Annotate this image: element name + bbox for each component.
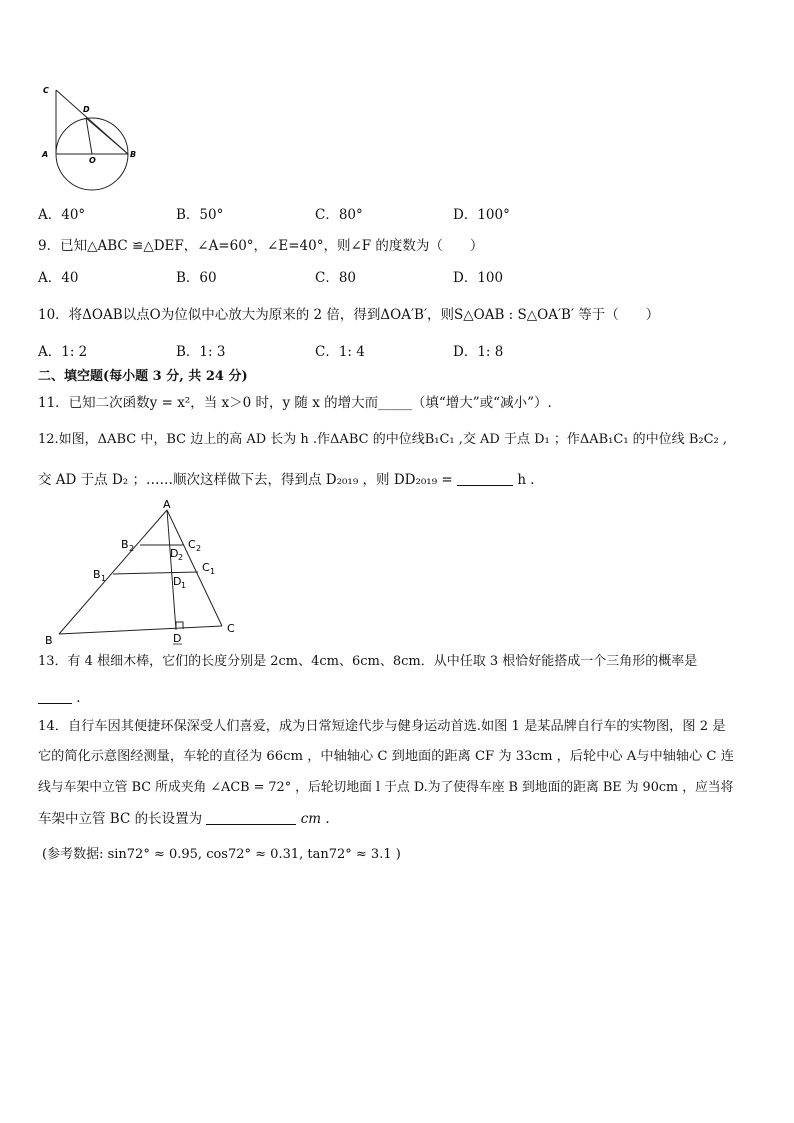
q9-option-b[interactable]: B．60 xyxy=(176,270,217,286)
q14-line-4-end: cm . xyxy=(300,811,330,827)
label-d2: D xyxy=(170,547,179,560)
label-c: C xyxy=(227,622,235,635)
label-b: B xyxy=(45,634,53,647)
segment-db xyxy=(86,118,128,154)
altitude-ad xyxy=(167,510,179,630)
q8-option-b[interactable]: B．50° xyxy=(176,207,224,223)
label-d: D xyxy=(173,632,182,645)
label-d: D xyxy=(83,105,90,114)
label-c1: C xyxy=(202,561,210,574)
q9-option-a[interactable]: A．40 xyxy=(38,270,79,286)
q8-option-c[interactable]: C．80° xyxy=(315,207,363,223)
q10-option-b[interactable]: B．1: 3 xyxy=(176,344,226,360)
label-d2-sub: 2 xyxy=(178,553,184,562)
label-c1-sub: 1 xyxy=(210,567,216,576)
q10-question: 10．将ΔOAB以点O为位似中心放大为原来的 2 倍，得到ΔOA′B′，则S△OAB : S△OA′B′ 等于（ ） xyxy=(38,307,660,323)
label-d1-sub: 1 xyxy=(181,581,187,590)
label-c2: C xyxy=(188,538,196,551)
q10-option-d[interactable]: D．1: 8 xyxy=(453,344,504,360)
label-a: A xyxy=(163,498,171,511)
q11-question: 11．已知二次函数y = x²，当 x＞0 时，y 随 x 的增大而_____（填“增大”或“减小”）. xyxy=(38,395,552,411)
q14-line-3: 线与车架中立管 BC 所成夹角 ∠ACB = 72° ，后轮切地面 l 于点 D.为了使得车座 B 到地面的距离 BE 为 90cm ，应当将 xyxy=(38,780,734,795)
label-a: A xyxy=(42,150,49,159)
q14-line-4 xyxy=(38,809,330,829)
q12-answer-blank[interactable] xyxy=(457,471,513,486)
q10-option-c[interactable]: C．1: 4 xyxy=(315,344,365,360)
label-c2-sub: 2 xyxy=(196,544,202,553)
q9-option-d[interactable]: D．100 xyxy=(453,270,504,286)
side-ab xyxy=(59,510,167,634)
q12-line-1: 12.如图，ΔABC 中，BC 边上的高 AD 长为 h .作ΔABC 的中位线B₁C₁ ,交 AD 于点 D₁ ；作ΔAB₁C₁ 的中位线 B₂C₂ , xyxy=(38,432,728,447)
q14-line-1: 14．自行车因其便捷环保深受人们喜爱，成为日常短途代步与健身运动首选.如图 1 是某品牌自行车的实物图，图 2 是 xyxy=(38,719,726,734)
q12-line-2-end: h . xyxy=(517,472,535,488)
right-angle-mark xyxy=(176,622,183,630)
q13-answer-blank[interactable] xyxy=(38,689,72,704)
q9-option-c[interactable]: C．80 xyxy=(315,270,357,286)
label-b1: B xyxy=(93,568,101,581)
label-o: O xyxy=(89,156,96,165)
q13-line-2 xyxy=(38,688,81,708)
q10-option-a[interactable]: A．1: 2 xyxy=(38,344,88,360)
segment-do xyxy=(86,118,92,154)
label-b2: B xyxy=(121,538,129,551)
q14-line-2: 它的简化示意图经测量，车轮的直径为 66cm ，中轴轴心 C 到地面的距离 CF 为 33cm ，后轮中心 A与中轴轴心 C 连 xyxy=(38,749,734,764)
side-bc xyxy=(59,626,222,634)
label-d1: D xyxy=(173,575,182,588)
q13-line-2-end: . xyxy=(76,690,81,706)
circle-tangent-figure xyxy=(36,82,146,194)
q9-question: 9．已知△ABC ≌△DEF，∠A=60°，∠E=40°，则∠F 的度数为（ ） xyxy=(38,238,484,254)
q13-line-1: 13．有 4 根细木棒，它们的长度分别是 2cm、4cm、6cm、8cm．从中任取 3 根恰好能搭成一个三角形的概率是 xyxy=(38,654,698,669)
q12-line-2-text: 交 AD 于点 D₂ ；……顺次这样做下去，得到点 D₂₀₁₉ ，则 DD₂₀₁₉ = xyxy=(38,472,453,488)
q12-line-2 xyxy=(38,470,535,490)
label-c: C xyxy=(43,86,49,95)
q14-answer-blank[interactable] xyxy=(206,810,296,825)
triangle-midline-figure xyxy=(36,498,246,648)
q8-option-d[interactable]: D．100° xyxy=(453,207,510,223)
label-b2-sub: 2 xyxy=(129,544,135,553)
q8-option-a[interactable]: A．40° xyxy=(38,207,86,223)
q14-line-4-text: 车架中立管 BC 的长设置为 xyxy=(38,811,203,827)
label-b1-sub: 1 xyxy=(101,574,107,583)
q14-reference-data: (参考数据: sin72° ≈ 0.95, cos72° ≈ 0.31, tan72° ≈ 3.1 ) xyxy=(42,847,401,862)
label-b: B xyxy=(130,150,137,159)
midline-b1c1 xyxy=(113,572,198,574)
section-2-heading: 二、填空题(每小题 3 分, 共 24 分) xyxy=(38,369,248,384)
